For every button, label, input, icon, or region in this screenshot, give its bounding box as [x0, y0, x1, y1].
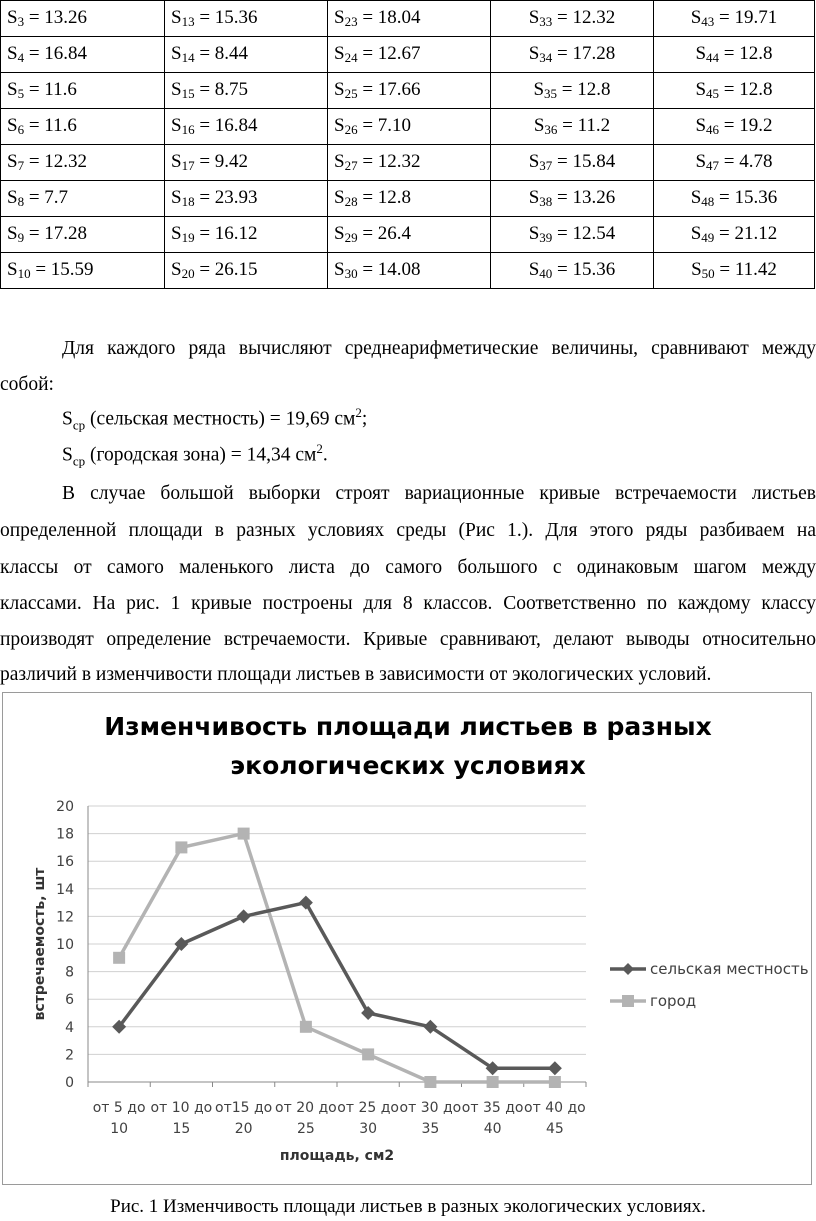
- x-tick-label-line1: от 5 до: [92, 1100, 146, 1116]
- x-tick-label-line1: от 30 до: [399, 1100, 462, 1116]
- y-tick-label: 12: [56, 909, 74, 926]
- mean-rural: $S_{ср}$ (сельская местность) = 19,69 $см^2$;: [62, 405, 368, 433]
- table-row: [1, 37, 815, 73]
- y-tick-label: 6: [65, 992, 74, 1009]
- table-cell: $S_{24} = 12.67$: [328, 37, 491, 73]
- table-cell: $S_{39} = 12.54$: [491, 217, 654, 253]
- y-tick-label: 14: [56, 881, 74, 898]
- legend-label: город: [650, 992, 697, 1010]
- table-row: [1, 217, 815, 253]
- table-cell: $S_7 = 12.32$: [1, 145, 165, 181]
- table-cell: $S_{20} = 26.15$: [165, 253, 328, 289]
- y-tick-label: 4: [65, 1019, 74, 1036]
- table-cell: $S_6 = 11.6$: [1, 109, 165, 145]
- table-row: [1, 181, 815, 217]
- table-row: [1, 73, 815, 109]
- figure-caption: Рис. 1 Изменчивость площади листьев в разных экологических условиях.: [110, 1196, 706, 1217]
- y-tick-label: 2: [65, 1047, 74, 1064]
- paragraph-1-line-2: собой:: [0, 374, 54, 395]
- table-cell: $S_{46} = 19.2$: [654, 109, 815, 145]
- table-row: [1, 1, 815, 37]
- table-cell: $S_{35} = 12.8$: [491, 73, 654, 109]
- table-cell: $S_{30} = 14.08$: [328, 253, 491, 289]
- table-row: [1, 109, 815, 145]
- table-cell: $S_{34} = 17.28$: [491, 37, 654, 73]
- table-cell: $S_4 = 16.84$: [1, 37, 165, 73]
- table-cell: $S_{47} = 4.78$: [654, 145, 815, 181]
- table-cell: $S_{33} = 12.32$: [491, 1, 654, 37]
- x-tick-label-line2: 15: [172, 1121, 191, 1137]
- table-row: [1, 145, 815, 181]
- table-cell: $S_{36} = 11.2$: [491, 109, 654, 145]
- table-cell: $S_{14} = 8.44$: [165, 37, 328, 73]
- paragraph-2-line-4: классами. На рис. 1 кривые построены для 8 классов. Соответственно по каждому классу: [0, 593, 816, 614]
- table-cell: $S_{50} = 11.42$: [654, 253, 815, 289]
- mean-urban: $S_{ср}$ (городская зона) = 14,34 $см^2$.: [62, 441, 328, 469]
- table-cell: $S_{45} = 12.8$: [654, 73, 815, 109]
- table-cell: $S_{17} = 9.42$: [165, 145, 328, 181]
- legend-label: сельская местность: [650, 960, 809, 978]
- y-tick-label: 0: [65, 1075, 74, 1091]
- y-tick-label: 20: [56, 799, 74, 815]
- chart-title-line-1: Изменчивость площади листьев в разных: [104, 712, 712, 741]
- paragraph-2-line-1: В случае большой выборки строят вариационные кривые встречаемости листьев: [62, 483, 816, 504]
- y-tick-label: 8: [65, 964, 74, 981]
- y-tick-label: 18: [56, 826, 74, 843]
- paragraph-2-line-3: классы от самого маленького листа до самого большого с одинаковым шагом между: [0, 557, 816, 578]
- table-cell: $S_{40} = 15.36$: [491, 253, 654, 289]
- x-axis-title: площадь, см2: [279, 1148, 395, 1164]
- table-cell: $S_{16} = 16.84$: [165, 109, 328, 145]
- paragraph-2-line-2: определенной площади в разных условиях среды (Рис 1.). Для этого ряды разбиваем на: [0, 520, 816, 541]
- table-row: [1, 253, 815, 289]
- table-cell: $S_{28} = 12.8$: [328, 181, 491, 217]
- table-cell: $S_{27} = 12.32$: [328, 145, 491, 181]
- table-cell: $S_{37} = 15.84$: [491, 145, 654, 181]
- x-tick-label-line1: от 20 до: [275, 1100, 337, 1116]
- table-cell: $S_9 = 17.28$: [1, 217, 165, 253]
- y-axis-title: встречаемость, шт: [32, 867, 48, 1021]
- table-cell: $S_8 = 7.7$: [1, 181, 165, 217]
- table-cell: $S_{44} = 12.8$: [654, 37, 815, 73]
- x-tick-label-line1: от 40 до: [524, 1100, 586, 1116]
- table-cell: $S_5 = 11.6$: [1, 73, 165, 109]
- table-cell: $S_{10} = 15.59$: [1, 253, 165, 289]
- area-table: [0, 0, 815, 289]
- paragraph-2-line-6: различий в изменчивости площади листьев в зависимости от экологических условий.: [0, 664, 712, 685]
- y-tick-label: 10: [56, 937, 74, 953]
- y-tick-label: 16: [56, 854, 74, 871]
- chart-title-line-2: экологических условиях: [230, 751, 586, 780]
- paragraph-1-line-1: Для каждого ряда вычисляют среднеарифметические величины, сравнивают между: [62, 338, 816, 359]
- table-cell: $S_{38} = 13.26$: [491, 181, 654, 217]
- table-cell: $S_{43} = 19.71$: [654, 1, 815, 37]
- x-tick-label-line1: от 25 до: [337, 1100, 399, 1116]
- x-tick-label-line2: 20: [234, 1121, 253, 1137]
- table-cell: $S_{23} = 18.04$: [328, 1, 491, 37]
- paragraph-2-line-5: производят определение встречаемости. Кривые сравнивают, делают выводы относительно: [0, 629, 816, 650]
- x-tick-label-line2: 45: [545, 1121, 564, 1137]
- table-cell: $S_{18} = 23.93$: [165, 181, 328, 217]
- x-tick-label-line2: 30: [359, 1121, 378, 1137]
- x-tick-label-line2: 35: [421, 1121, 440, 1137]
- table-cell: $S_{25} = 17.66$: [328, 73, 491, 109]
- x-tick-label-line1: от15 до: [215, 1100, 273, 1116]
- table-cell: $S_{13} = 15.36$: [165, 1, 328, 37]
- x-tick-label-line1: от 35 до: [461, 1100, 524, 1116]
- table-cell: $S_{48} = 15.36$: [654, 181, 815, 217]
- table-cell: $S_{19} = 16.12$: [165, 217, 328, 253]
- x-tick-label-line1: от 10 до: [150, 1100, 213, 1116]
- table-cell: $S_{49} = 21.12$: [654, 217, 815, 253]
- x-tick-label-line2: 40: [483, 1121, 502, 1137]
- table-cell: $S_{29} = 26.4$: [328, 217, 491, 253]
- x-tick-label-line2: 10: [110, 1121, 129, 1137]
- x-tick-label-line2: 25: [296, 1121, 315, 1137]
- table-cell: $S_{26} = 7.10$: [328, 109, 491, 145]
- table-cell: $S_3 = 13.26$: [1, 1, 165, 37]
- table-cell: $S_{15} = 8.75$: [165, 73, 328, 109]
